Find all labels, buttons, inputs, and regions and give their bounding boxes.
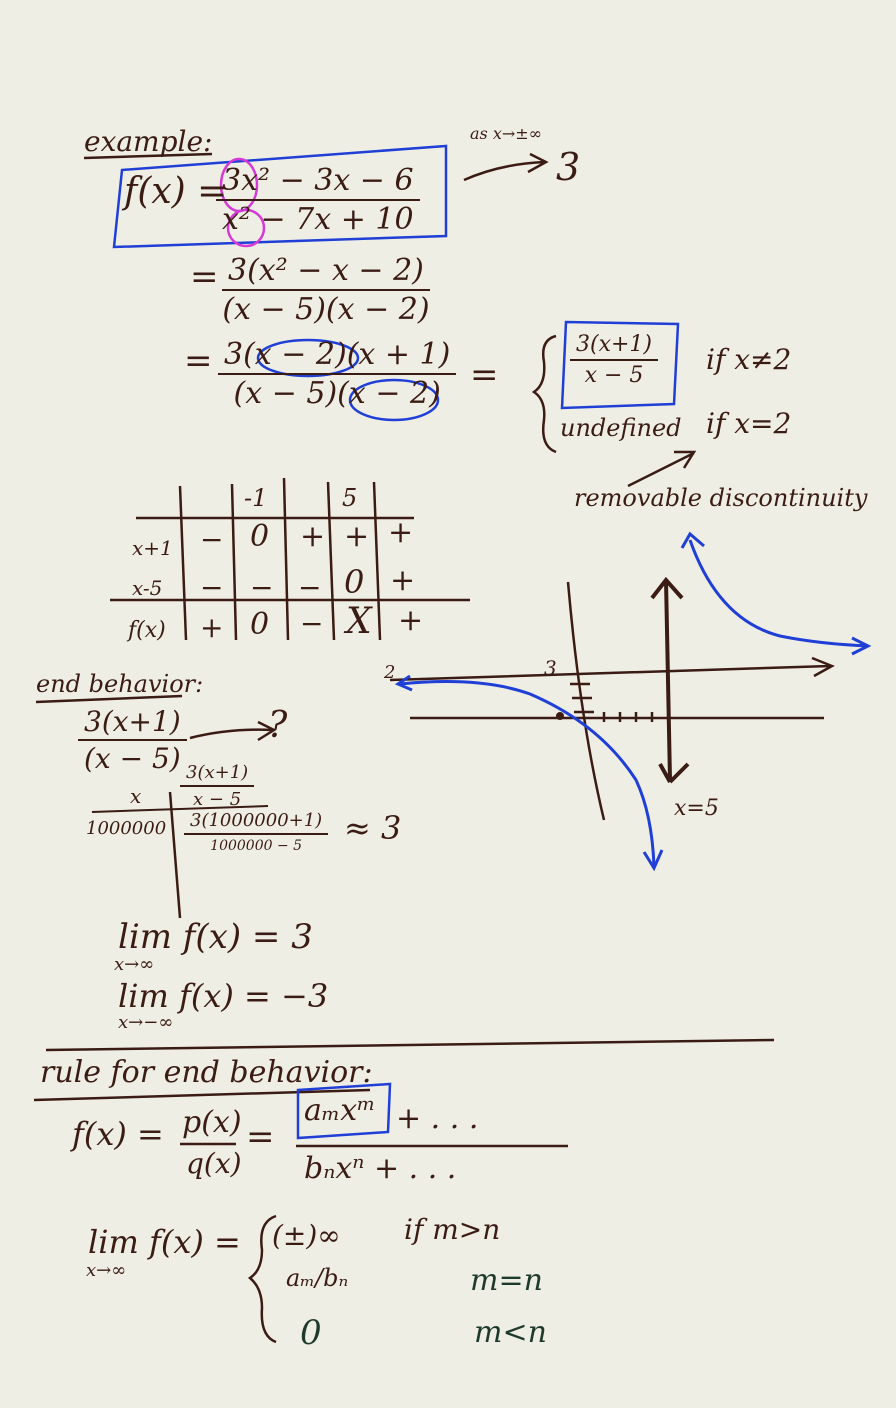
rule-p: p(x) bbox=[182, 1105, 242, 1140]
end-behavior-heading: end behavior: bbox=[36, 670, 204, 698]
table-value-fraction bbox=[184, 812, 328, 853]
rule-lim: lim f(x) = bbox=[88, 1223, 241, 1261]
rule-lim-sub: x→∞ bbox=[86, 1260, 127, 1281]
step1-denominator: (x − 5)(x − 2) bbox=[222, 292, 430, 327]
table-x-value: 1000000 bbox=[86, 818, 167, 839]
graph-curves bbox=[398, 534, 868, 868]
y-axis bbox=[568, 582, 604, 820]
table-expr-fraction bbox=[180, 764, 254, 809]
limit-neg-inf-sub: x→−∞ bbox=[118, 1012, 174, 1033]
sign-cell: − bbox=[298, 571, 322, 604]
sign-row-label-x-5: x-5 bbox=[132, 576, 163, 600]
piece1-condition: if x≠2 bbox=[706, 343, 792, 376]
fx-numerator: 3x² − 3x − 6 bbox=[216, 166, 420, 201]
limit-note: as x→±∞ bbox=[470, 124, 542, 143]
step1-eq: = bbox=[190, 257, 219, 297]
table-x-header: x bbox=[130, 784, 142, 808]
step3-eq: = bbox=[470, 355, 499, 395]
end-behavior-numerator: 3(x+1) bbox=[78, 708, 187, 741]
table-expr-denominator: x − 5 bbox=[193, 789, 242, 810]
sign-row-label-fx: f(x) bbox=[128, 618, 166, 643]
table-vertical-line bbox=[170, 792, 180, 918]
step2-fraction bbox=[218, 337, 456, 411]
step2-denominator: (x − 5)(x − 2) bbox=[233, 376, 441, 411]
removable-arrow-icon bbox=[628, 452, 694, 486]
case-cond: m=n bbox=[470, 1263, 543, 1298]
rule-den: bₙxⁿ + . . . bbox=[304, 1151, 457, 1186]
sign-cell: 0 bbox=[250, 519, 270, 554]
rule-num-rest: + . . . bbox=[396, 1101, 479, 1136]
graph-y-label-3: 3 bbox=[544, 656, 557, 680]
sign-cell: 0 bbox=[250, 607, 270, 642]
case-cond: if m>n bbox=[404, 1213, 501, 1246]
sign-cell: + bbox=[398, 603, 424, 638]
case-cond: m<n bbox=[474, 1315, 547, 1350]
case-value: aₘ/bₙ bbox=[286, 1264, 349, 1292]
right-branch-curve bbox=[690, 540, 868, 646]
sign-cell: + bbox=[390, 563, 416, 598]
rule-q: q(x) bbox=[186, 1147, 242, 1180]
rule-num-lead: aₘxᵐ bbox=[304, 1093, 376, 1128]
graph-x-left-label: 2 bbox=[384, 662, 396, 683]
limit-arrow-icon bbox=[464, 154, 546, 180]
sign-cell: + bbox=[344, 519, 370, 554]
sign-cell: − bbox=[300, 607, 324, 640]
table-value-numerator: 3(1000000+1) bbox=[184, 812, 328, 835]
left-branch-curve bbox=[400, 682, 654, 866]
limit-neg-inf: lim f(x) = −3 bbox=[118, 977, 329, 1015]
sign-cell: X bbox=[346, 601, 372, 642]
fx-fraction bbox=[216, 163, 420, 237]
piece2-value: undefined bbox=[560, 414, 682, 442]
sign-cell: − bbox=[250, 571, 274, 604]
asymptote-label: x=5 bbox=[674, 796, 719, 821]
sign-cell: − bbox=[200, 523, 224, 556]
sign-cell: + bbox=[388, 515, 414, 550]
fx-label: f(x) = bbox=[124, 171, 228, 212]
table-approx: ≈ 3 bbox=[344, 809, 402, 847]
removable-note: removable discontinuity bbox=[574, 484, 868, 512]
rule-heading: rule for end behavior: bbox=[40, 1055, 373, 1090]
piece1-denominator: x − 5 bbox=[584, 363, 644, 388]
limit-value: 3 bbox=[556, 145, 581, 189]
fx-denominator: x² − 7x + 10 bbox=[222, 202, 414, 237]
horizontal-asymptote-line bbox=[390, 658, 832, 680]
graph-point bbox=[556, 712, 564, 720]
section-divider bbox=[46, 1040, 774, 1050]
example-heading: example: bbox=[84, 125, 213, 158]
step1-numerator: 3(x² − x − 2) bbox=[222, 256, 430, 291]
sign-cell: − bbox=[200, 571, 224, 604]
step1-fraction bbox=[222, 253, 430, 327]
step2-numerator: 3(x − 2)(x + 1) bbox=[218, 340, 456, 375]
piecewise-brace-icon bbox=[534, 336, 556, 452]
piece2-condition: if x=2 bbox=[706, 407, 792, 440]
end-behavior-question: ? bbox=[268, 705, 288, 746]
piece1-numerator: 3(x+1) bbox=[570, 334, 658, 361]
sign-cell: 0 bbox=[344, 563, 365, 601]
sign-cell: + bbox=[200, 611, 224, 644]
table-expr-numerator: 3(x+1) bbox=[180, 764, 254, 787]
end-behavior-denominator: (x − 5) bbox=[84, 742, 181, 775]
limit-pos-inf-sub: x→∞ bbox=[114, 954, 155, 975]
limit-pos-inf: lim f(x) = 3 bbox=[118, 917, 313, 957]
end-behavior-fraction bbox=[78, 705, 187, 775]
case-value: 0 bbox=[300, 1313, 322, 1353]
sign-cell: + bbox=[300, 519, 326, 554]
case-value: (±)∞ bbox=[272, 1219, 341, 1252]
rule-fx: f(x) = bbox=[72, 1115, 164, 1153]
rule-eq: = bbox=[246, 1117, 275, 1157]
sign-chart-col-label-neg1: -1 bbox=[244, 484, 268, 512]
step2-eq: = bbox=[184, 341, 213, 381]
vertical-asymptote-x5 bbox=[652, 580, 688, 782]
sign-chart-col-label-5: 5 bbox=[342, 484, 358, 512]
piece1-fraction bbox=[570, 334, 658, 387]
graph-axes bbox=[390, 582, 832, 820]
sign-row-label-x+1: x+1 bbox=[132, 536, 173, 560]
end-behavior-arrow-icon bbox=[190, 722, 274, 740]
table-value-denominator: 1000000 − 5 bbox=[210, 838, 303, 854]
